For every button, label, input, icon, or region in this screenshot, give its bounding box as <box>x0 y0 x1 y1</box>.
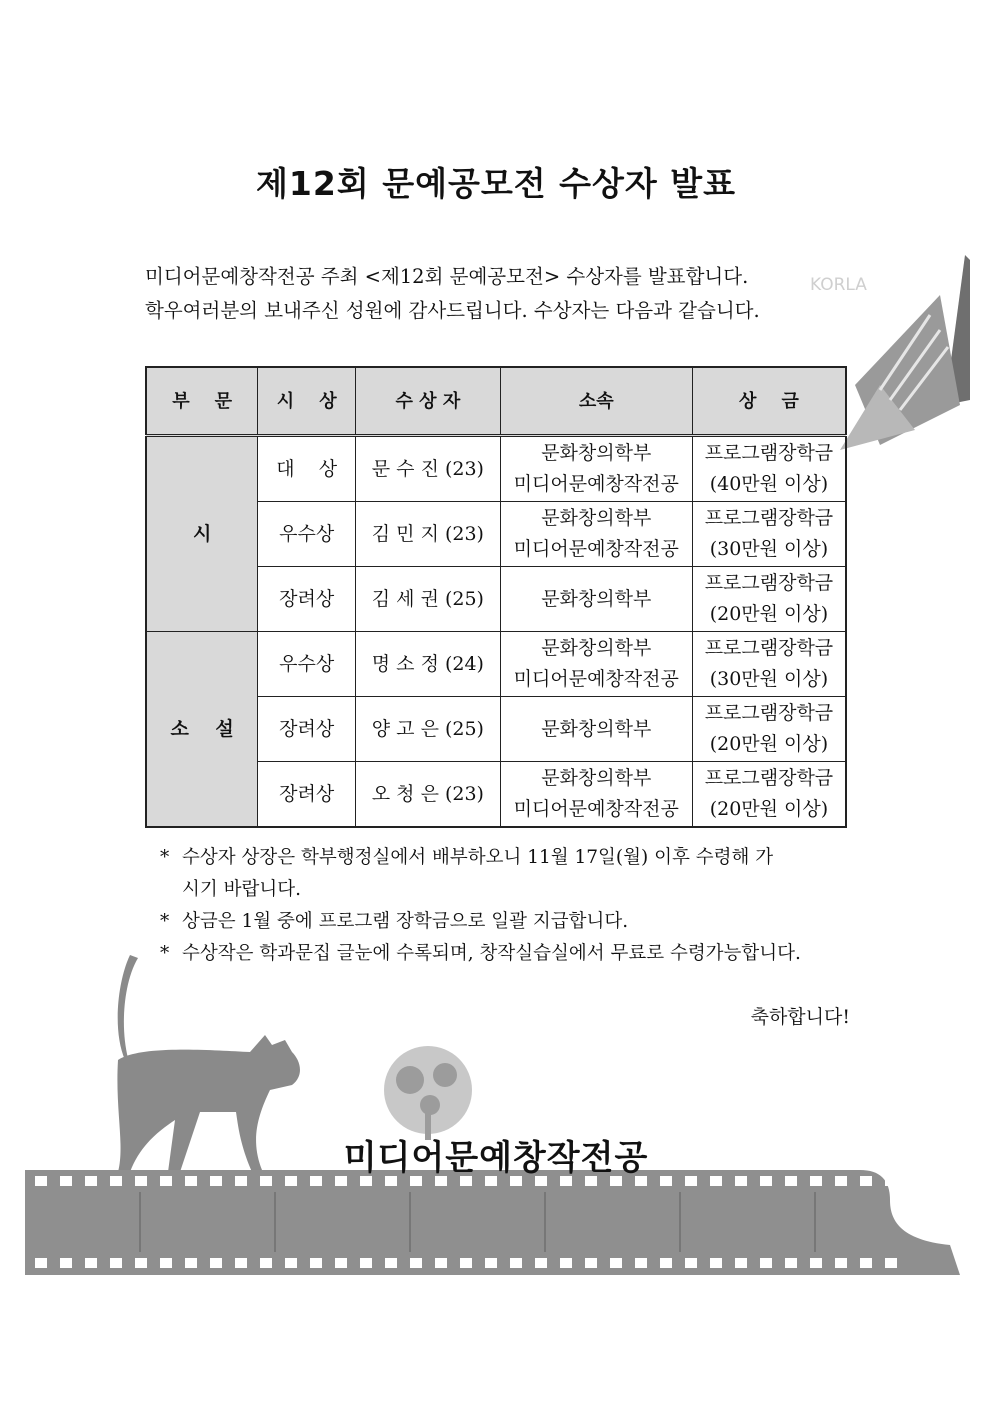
film-perforation <box>785 1258 797 1268</box>
congratulations-text: 축하합니다! <box>750 1006 850 1028</box>
header-prize: 상 금 <box>692 367 846 436</box>
film-perforation <box>235 1258 247 1268</box>
film-perforation <box>760 1258 772 1268</box>
table-row <box>146 436 846 502</box>
prize-line: (30만원 이상) <box>709 538 829 560</box>
prize-line: 프로그램장학금 <box>704 572 834 594</box>
prize-line: 프로그램장학금 <box>704 637 834 659</box>
affiliation-cell <box>500 762 692 828</box>
page-title: 제12회 문예공모전 수상자 발표 <box>256 164 736 203</box>
winner-cell: 김 민 지 (23) <box>356 502 501 567</box>
category-fiction: 소 설 <box>146 632 258 828</box>
affiliation-cell <box>500 436 692 502</box>
affiliation-line: 문화창의학부 <box>541 442 652 464</box>
film-perforation <box>610 1258 622 1268</box>
award-cell: 우수상 <box>258 502 356 567</box>
film-perforation <box>710 1258 722 1268</box>
note-line: 시기 바랍니다. <box>182 879 301 900</box>
film-perforation <box>410 1258 422 1268</box>
affiliation-line: 미디어문예창작전공 <box>513 798 679 820</box>
winner-cell: 문 수 진 (23) <box>356 436 501 502</box>
prize-line: 프로그램장학금 <box>704 442 834 464</box>
film-perforation <box>310 1258 322 1268</box>
film-perforation <box>585 1258 597 1268</box>
film-perforation <box>135 1258 147 1268</box>
award-cell: 장려상 <box>258 762 356 828</box>
affiliation-line: 미디어문예창작전공 <box>513 668 679 690</box>
film-perforation <box>560 1258 572 1268</box>
header-winner: 수 상 자 <box>356 367 501 436</box>
note-line: 수상작은 학과문집 글눈에 수록되며, 창작실습실에서 무료로 수령가능합니다. <box>182 943 801 964</box>
prize-cell <box>692 697 846 762</box>
film-perforation <box>685 1258 697 1268</box>
film-perforation <box>285 1258 297 1268</box>
bullet-star: * <box>160 911 170 932</box>
winner-cell: 양 고 은 (25) <box>356 697 501 762</box>
film-perforation <box>485 1258 497 1268</box>
prize-cell <box>692 632 846 697</box>
film-perforation <box>385 1258 397 1268</box>
film-perforation <box>435 1258 447 1268</box>
svg-text:KORLA: KORLA <box>810 275 867 295</box>
affiliation-line: 문화창의학부 <box>541 637 652 659</box>
film-perforation <box>35 1258 47 1268</box>
bullet-star: * <box>160 847 170 868</box>
film-perforation <box>635 1258 647 1268</box>
header-affiliation: 소속 <box>500 367 692 436</box>
film-perforation <box>160 1258 172 1268</box>
category-poetry: 시 <box>146 436 258 632</box>
winner-cell: 김 세 권 (25) <box>356 567 501 632</box>
film-perforation <box>460 1258 472 1268</box>
film-perforation <box>60 1258 72 1268</box>
film-perforation <box>660 1258 672 1268</box>
film-perforation <box>735 1258 747 1268</box>
prize-line: 프로그램장학금 <box>704 767 834 789</box>
film-perforation <box>360 1258 372 1268</box>
winner-cell: 오 청 은 (23) <box>356 762 501 828</box>
film-perforation <box>835 1258 847 1268</box>
note-line: 수상자 상장은 학부행정실에서 배부하오니 11월 17일(월) 이후 수령해 가 <box>182 847 774 868</box>
award-cell: 우수상 <box>258 632 356 697</box>
note-line: 상금은 1월 중에 프로그램 장학금으로 일괄 지급합니다. <box>182 911 629 932</box>
tree-icon <box>384 1046 472 1140</box>
affiliation-cell <box>500 502 692 567</box>
affiliation-cell <box>500 632 692 697</box>
film-perforation <box>510 1258 522 1268</box>
cat-filmstrip-illustration <box>0 940 992 1290</box>
intro-line-1: 미디어문예창작전공 주최 <제12회 문예공모전> 수상자를 발표합니다. <box>145 265 749 288</box>
film-perforation <box>185 1258 197 1268</box>
note-item <box>160 842 860 906</box>
affiliation-line: 문화창의학부 <box>541 717 652 740</box>
department-name: 미디어문예창작전공 <box>343 1138 649 1178</box>
note-item <box>160 906 860 938</box>
film-perforation <box>860 1258 872 1268</box>
award-cell: 장려상 <box>258 567 356 632</box>
prize-cell <box>692 436 846 502</box>
prize-line: (20만원 이상) <box>709 798 829 820</box>
table-header-row <box>146 367 846 436</box>
bullet-star: * <box>160 943 170 964</box>
award-cell: 장려상 <box>258 697 356 762</box>
awards-table <box>145 366 847 828</box>
prize-line: (40만원 이상) <box>709 473 829 495</box>
winner-cell: 명 소 정 (24) <box>356 632 501 697</box>
prize-line: 프로그램장학금 <box>704 702 834 724</box>
affiliation-line: 문화창의학부 <box>541 587 652 610</box>
film-perforation <box>535 1258 547 1268</box>
affiliation-line: 문화창의학부 <box>541 507 652 529</box>
affiliation-line: 미디어문예창작전공 <box>513 538 679 560</box>
film-perforation <box>260 1258 272 1268</box>
prize-line: (20만원 이상) <box>709 733 829 755</box>
award-cell: 대 상 <box>258 436 356 502</box>
header-category: 부 문 <box>146 367 258 436</box>
prize-cell <box>692 502 846 567</box>
affiliation-cell <box>500 567 692 632</box>
affiliation-line: 미디어문예창작전공 <box>513 473 679 495</box>
prize-line: (20만원 이상) <box>709 603 829 625</box>
film-perforation <box>85 1258 97 1268</box>
film-perforation <box>885 1258 897 1268</box>
intro-line-2: 학우여러분의 보내주신 성원에 감사드립니다. 수상자는 다음과 같습니다. <box>145 299 760 322</box>
header-award: 시 상 <box>258 367 356 436</box>
film-perforation <box>210 1258 222 1268</box>
prize-cell <box>692 762 846 828</box>
film-perforation <box>335 1258 347 1268</box>
table-row <box>146 632 846 697</box>
affiliation-line: 문화창의학부 <box>541 767 652 789</box>
prize-line: 프로그램장학금 <box>704 507 834 529</box>
prize-line: (30만원 이상) <box>709 668 829 690</box>
film-perforation <box>810 1258 822 1268</box>
intro-text <box>145 260 855 328</box>
prize-cell <box>692 567 846 632</box>
affiliation-cell <box>500 697 692 762</box>
film-perforation <box>110 1258 122 1268</box>
